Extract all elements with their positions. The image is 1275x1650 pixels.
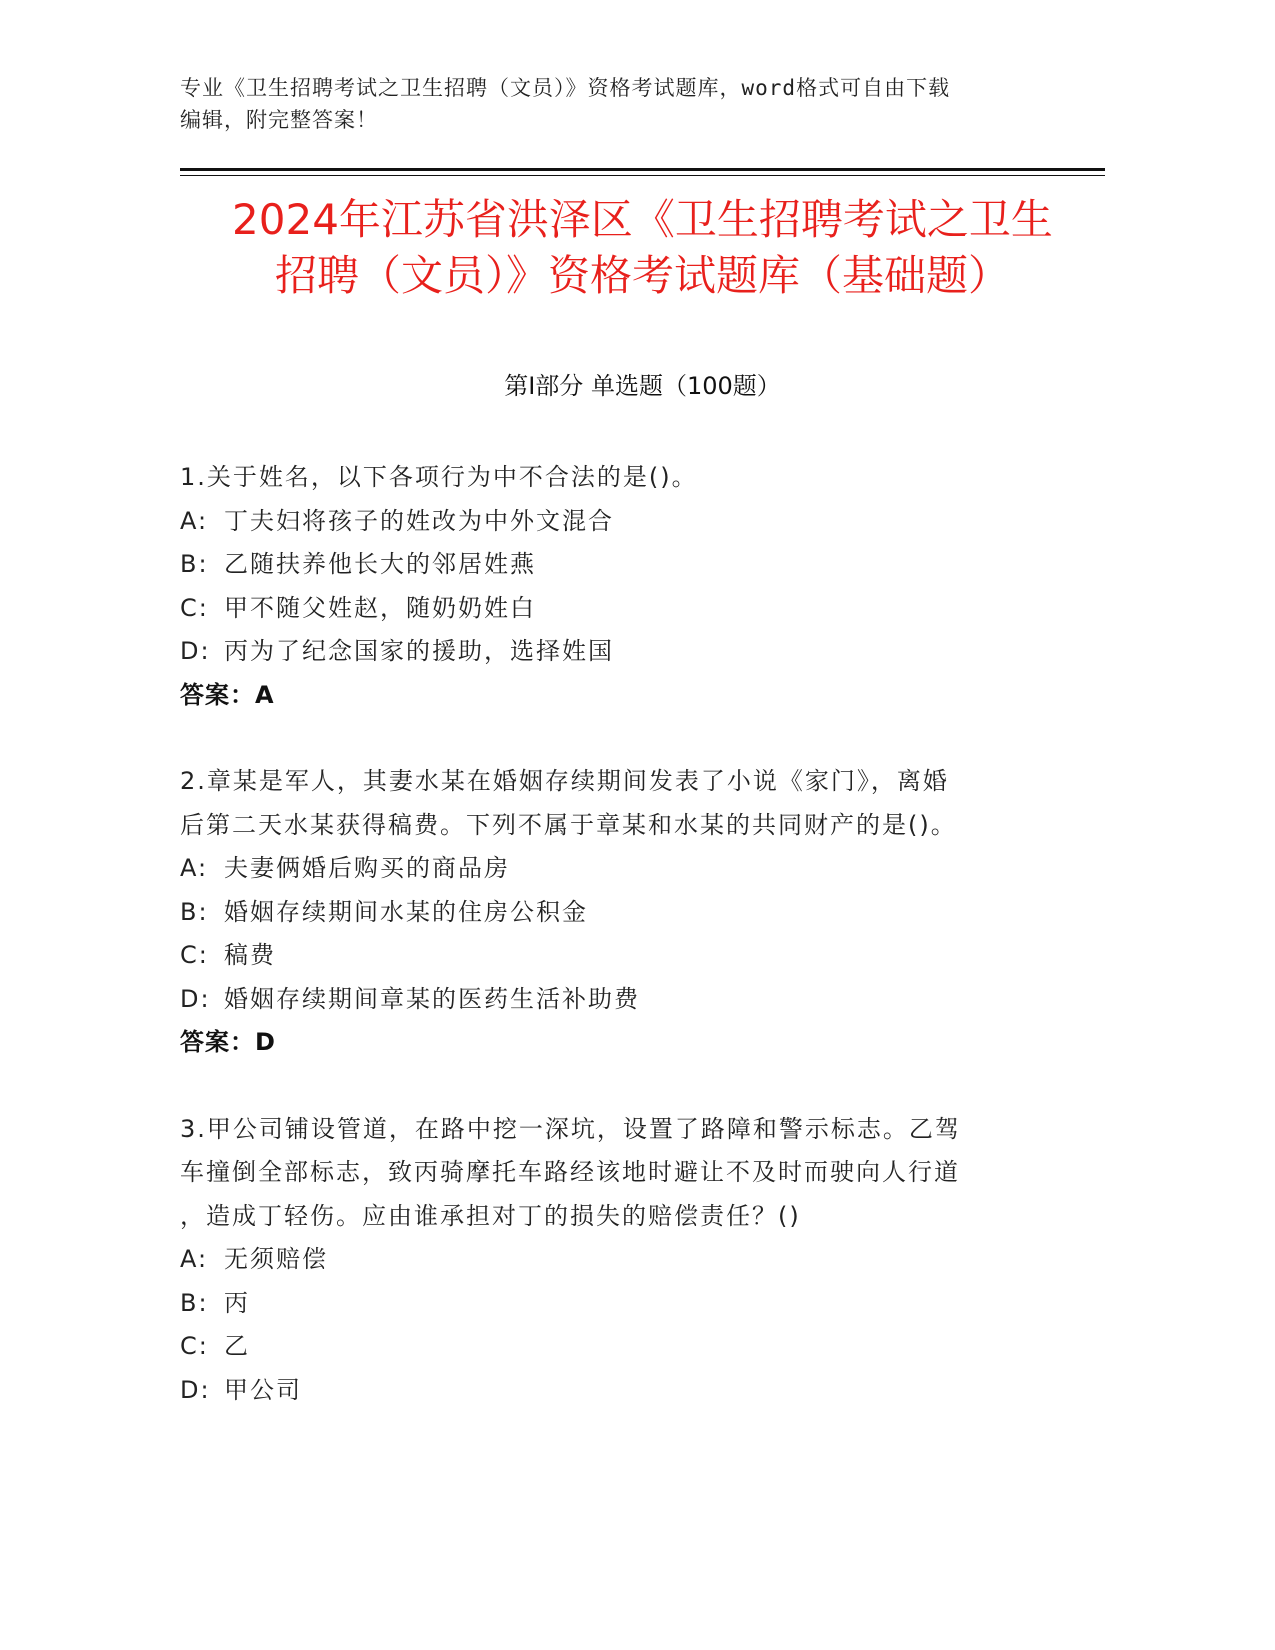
option xyxy=(180,891,1020,935)
answer: 答案：D xyxy=(180,1028,276,1056)
option-label: C: xyxy=(180,1332,209,1360)
option-text: 甲不随父姓赵，随奶奶姓白 xyxy=(224,593,536,622)
option-label: D: xyxy=(180,637,211,665)
question-list xyxy=(180,456,1020,1455)
option-text: 丁夫妇将孩子的姓改为中外文混合 xyxy=(224,506,614,535)
option-text: 乙随扶养他长大的邻居姓燕 xyxy=(224,550,536,578)
option-label: A: xyxy=(180,506,209,535)
option xyxy=(180,630,1020,674)
question-stem-line: 车撞倒全部标志，致丙骑摩托车路经该地时避让不及时而驶向人行道 xyxy=(180,1158,960,1186)
option-text: 婚姻存续期间章某的医药生活补助费 xyxy=(224,984,640,1013)
option xyxy=(180,500,1020,544)
header-note-line: 专业《卫生招聘考试之卫生招聘（文员）》资格考试题库，word格式可自由下载 xyxy=(180,76,951,100)
section-heading: 第Ⅰ部分 单选题（100题） xyxy=(504,372,781,400)
option-label: B: xyxy=(180,550,209,578)
option-text: 甲公司 xyxy=(224,1375,302,1404)
option-label: B: xyxy=(180,1288,209,1317)
option-label: B: xyxy=(180,897,209,926)
option-text: 无须赔偿 xyxy=(224,1245,328,1273)
option-text: 婚姻存续期间水某的住房公积金 xyxy=(224,897,588,926)
option xyxy=(180,543,1020,587)
option-label: A: xyxy=(180,1245,209,1273)
question-stem-line: 1.关于姓名，以下各项行为中不合法的是()。 xyxy=(180,463,698,491)
question xyxy=(180,456,1020,717)
header-note-line: 编辑，附完整答案！ xyxy=(180,108,378,132)
answer: 答案：A xyxy=(180,680,275,709)
header-note xyxy=(180,72,1040,136)
question-stem-line: ，造成丁轻伤。应由谁承担对丁的损失的赔偿责任？() xyxy=(180,1201,801,1230)
option-text: 丙 xyxy=(224,1288,250,1317)
option-label: C: xyxy=(180,941,209,969)
option-label: D: xyxy=(180,984,211,1013)
option xyxy=(180,1369,1020,1413)
option xyxy=(180,978,1020,1022)
option-label: C: xyxy=(180,593,209,622)
option xyxy=(180,934,1020,978)
option xyxy=(180,847,1020,891)
document-title-line: 2024年江苏省洪泽区《卫生招聘考试之卫生 xyxy=(232,195,1053,244)
option-text: 丙为了纪念国家的援助，选择姓国 xyxy=(224,637,614,665)
header-divider-thin xyxy=(180,175,1105,176)
option-text: 乙 xyxy=(224,1332,250,1360)
question xyxy=(180,1108,1020,1413)
question xyxy=(180,760,1020,1065)
option xyxy=(180,1325,1020,1369)
option-text: 夫妻俩婚后购买的商品房 xyxy=(224,854,510,882)
question-stem-line: 后第二天水某获得稿费。下列不属于章某和水某的共同财产的是()。 xyxy=(180,810,957,839)
option xyxy=(180,587,1020,631)
document-title-line: 招聘（文员）》资格考试题库（基础题） xyxy=(274,251,1010,300)
header-divider xyxy=(180,168,1105,171)
option xyxy=(180,1282,1020,1326)
option xyxy=(180,1238,1020,1282)
option-label: D: xyxy=(180,1375,211,1404)
question-stem-line: 3.甲公司铺设管道，在路中挖一深坑，设置了路障和警示标志。乙驾 xyxy=(180,1114,961,1143)
option-label: A: xyxy=(180,854,209,882)
option-text: 稿费 xyxy=(224,941,276,969)
document-title xyxy=(180,192,1105,304)
question-stem-line: 2.章某是军人，其妻水某在婚姻存续期间发表了小说《家门》，离婚 xyxy=(180,767,949,795)
